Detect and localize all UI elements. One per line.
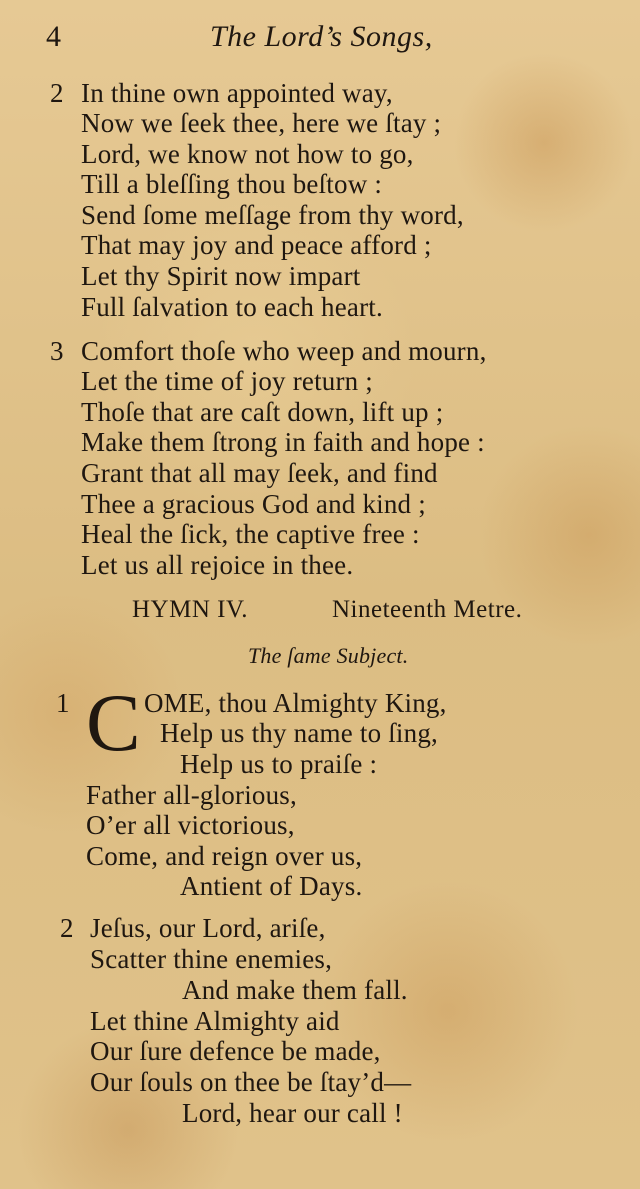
verse-line: And make them fall. xyxy=(182,975,408,1005)
verse-line: Send ſome meſſage from thy word, xyxy=(81,200,464,230)
verse-line: Make them ſtrong in faith and hope : xyxy=(81,427,485,457)
hymn-title: HYMN IV. xyxy=(132,596,249,623)
verse-line: Let us all rejoice in thee. xyxy=(81,550,354,580)
verse-number: 2 xyxy=(50,78,64,108)
verse-line: In thine own appointed way, xyxy=(81,78,393,108)
verse-line: O’er all victorious, xyxy=(86,810,295,840)
drop-cap: C xyxy=(86,677,141,768)
verse-line: Heal the ſick, the captive free : xyxy=(81,519,420,549)
verse-line: Grant that all may ſeek, and find xyxy=(81,458,438,488)
running-title: The Lord’s Songs, xyxy=(210,20,433,53)
verse-line: Antient of Days. xyxy=(180,871,363,901)
verse-line: Our ſure defence be made, xyxy=(90,1036,381,1066)
verse-line: Thee a gracious God and kind ; xyxy=(81,489,426,519)
verse-line: Comfort thoſe who weep and mourn, xyxy=(81,336,487,366)
verse-line: Let thy Spirit now impart xyxy=(81,261,361,291)
verse-line: Help us to praiſe : xyxy=(180,749,378,779)
verse-line: Jeſus, our Lord, ariſe, xyxy=(90,913,326,943)
verse-line: Father all-glorious, xyxy=(86,780,297,810)
hymn-subject: The ſame Subject. xyxy=(248,643,409,668)
verse-line: Let thine Almighty aid xyxy=(90,1006,340,1036)
verse-number: 1 xyxy=(56,688,70,718)
verse-line: That may joy and peace afford ; xyxy=(81,230,432,260)
verse-line: Scatter thine enemies, xyxy=(90,944,333,974)
verse-line: Till a bleſſing thou beſtow : xyxy=(81,169,383,199)
verse-line: Now we ſeek thee, here we ſtay ; xyxy=(81,108,442,138)
page-number: 4 xyxy=(46,20,62,53)
verse-number: 3 xyxy=(50,336,64,366)
verse-line: Come, and reign over us, xyxy=(86,841,363,871)
verse-line: Our ſouls on thee be ſtay’d— xyxy=(90,1067,412,1097)
hymn-metre: Nineteenth Metre. xyxy=(332,596,523,623)
verse-line: Help us thy name to ſing, xyxy=(160,718,438,748)
verse-line: Full ſalvation to each heart. xyxy=(81,292,383,322)
verse-line: OME, thou Almighty King, xyxy=(144,688,447,718)
verse-number: 2 xyxy=(60,913,74,943)
verse-line: Let the time of joy return ; xyxy=(81,366,374,396)
verse-line: Lord, hear our call ! xyxy=(182,1098,403,1128)
verse-line: Thoſe that are caſt down, lift up ; xyxy=(81,397,444,427)
verse-line: Lord, we know not how to go, xyxy=(81,139,414,169)
